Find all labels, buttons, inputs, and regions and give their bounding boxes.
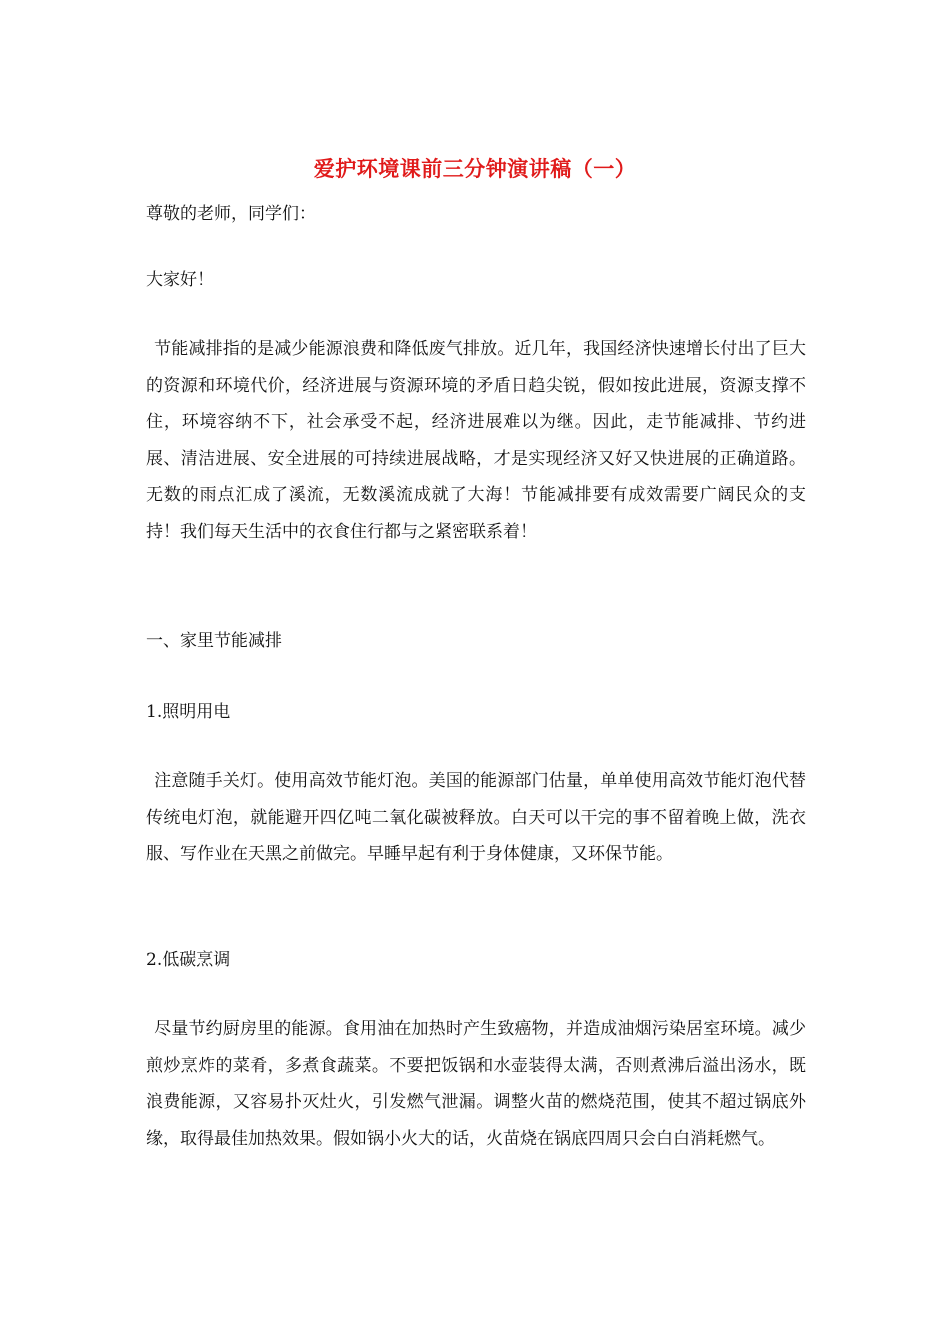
greeting-text: 大家好！ (146, 270, 214, 290)
cooking-text: 尽量节约厨房里的能源。食用油在加热时产生致癌物，并造成油烟污染居室环境。减少煎炒烹炸的菜肴，多煮食蔬菜。不要把饭锅和水壶装得太满，否则煮沸后溢出汤水，既浪费能源，又容易扑灭灶火，引发燃气泄漏。调整火苗的燃烧范围，使其不超过锅底外缘，取得最佳加热效果。假如锅小火大的话，火苗烧在锅底四周只会白白消耗燃气。 (146, 1019, 806, 1149)
intro-text: 节能减排指的是减少能源浪费和降低废气排放。近几年，我国经济快速增长付出了巨大的资源和环境代价，经济进展与资源环境的矛盾日趋尖锐，假如按此进展，资源支撑不住，环境容纳不下，社会承受不起，经济进展难以为继。因此，走节能减排、节约进展、清洁进展、安全进展的可持续进展战略，才是实现经济又好又快进展的正确道路。无数的雨点汇成了溪流，无数溪流成就了大海！节能减排要有成效需要广阔民众的支持！我们每天生活中的衣食住行都与之紧密联系着！ (146, 339, 806, 542)
greeting (146, 265, 214, 295)
salutation: 尊敬的老师，同学们： (146, 204, 316, 224)
lighting-text: 注意随手关灯。使用高效节能灯泡。美国的能源部门估量，单单使用高效节能灯泡代替传统电灯泡，就能避开四亿吨二氧化碳被释放。白天可以干完的事不留着晚上做，洗衣服、写作业在天黑之前做完。早睡早起有利于身体健康，又环保节能。 (146, 771, 806, 864)
lighting-paragraph (146, 763, 806, 873)
intro-paragraph (146, 331, 806, 550)
section-heading-text: 一、家里节能减排 (146, 631, 282, 651)
item-heading-lighting-text: 1.照明用电 (146, 702, 231, 722)
document-title: 爱护环境课前三分钟演讲稿（一） (313, 156, 637, 181)
item-heading-cooking (146, 945, 230, 975)
item-heading-cooking-text: 2.低碳烹调 (146, 950, 231, 970)
cooking-paragraph (146, 1011, 806, 1157)
item-heading-lighting (146, 697, 230, 727)
section-heading (146, 626, 282, 656)
